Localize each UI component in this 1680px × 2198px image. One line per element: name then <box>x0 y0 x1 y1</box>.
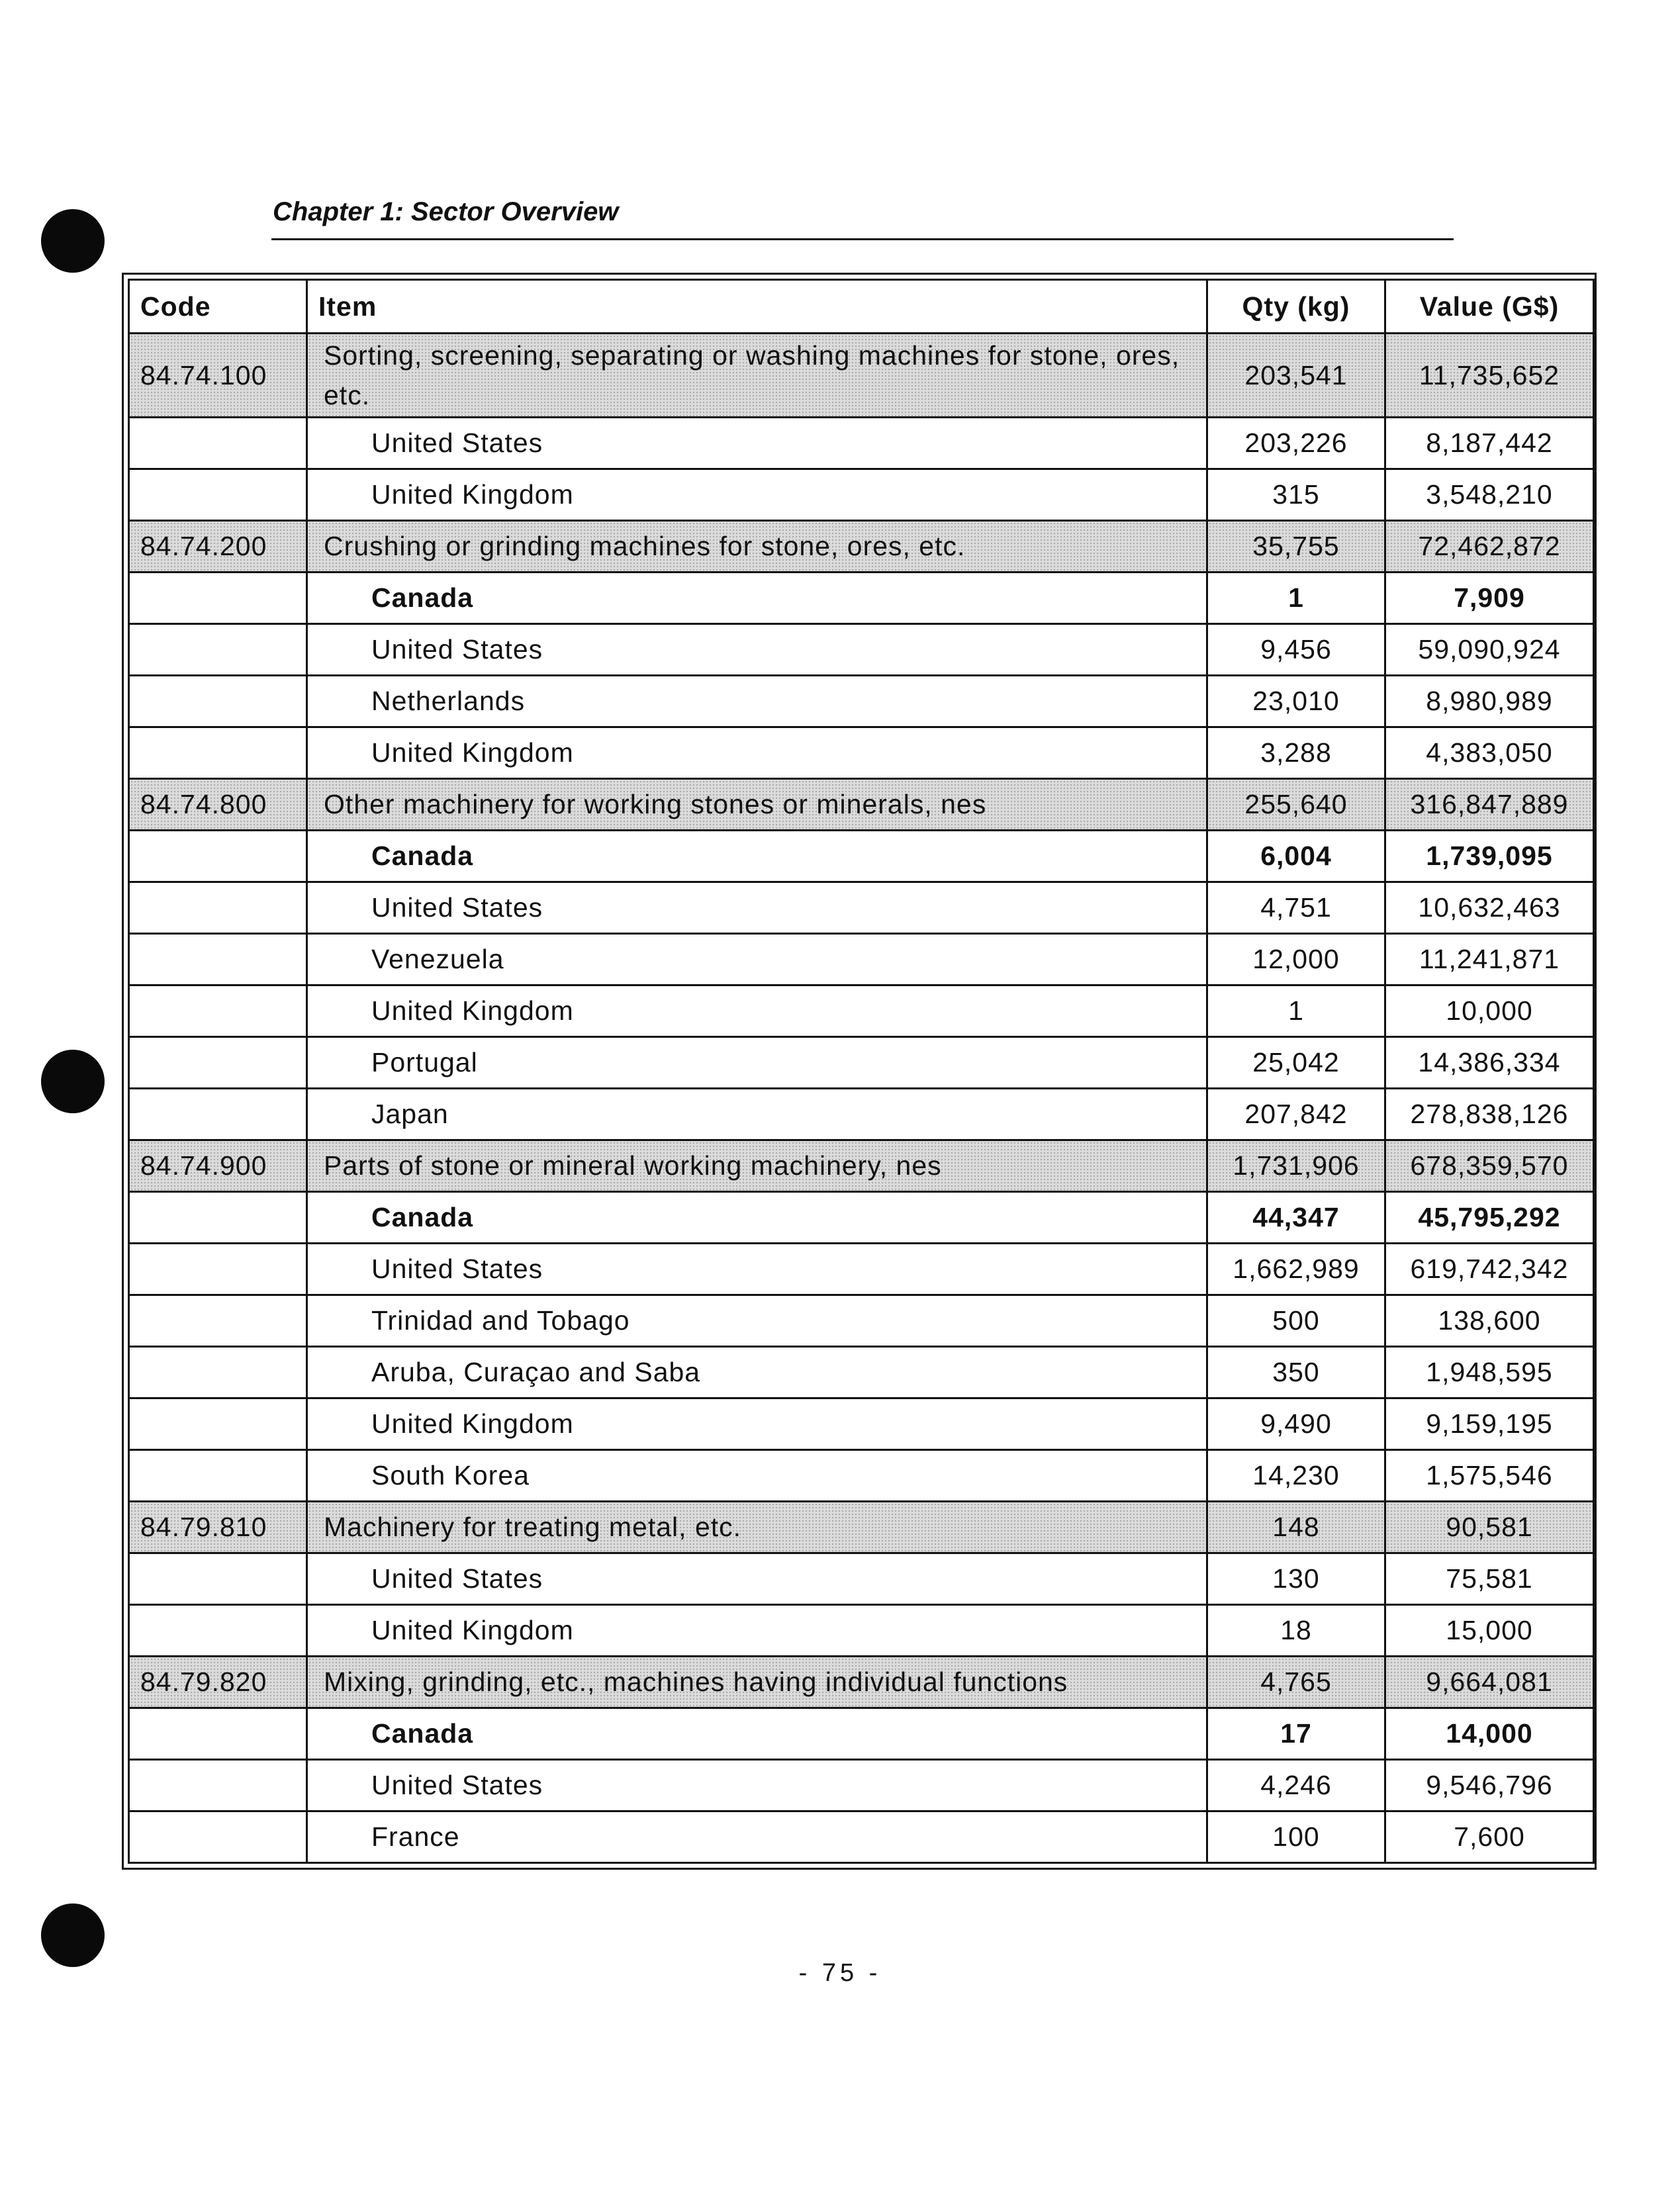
country-cell: South Korea <box>307 1450 1207 1502</box>
empty-code-cell <box>129 882 307 934</box>
group-qty: 35,755 <box>1207 521 1385 572</box>
group-value: 11,735,652 <box>1385 334 1594 418</box>
empty-code-cell <box>129 469 307 521</box>
page-number: - 75 - <box>798 1959 882 1987</box>
table-row <box>129 882 1594 934</box>
table-row <box>129 676 1594 727</box>
empty-code-cell <box>129 1192 307 1244</box>
table-row <box>129 831 1594 882</box>
table-row <box>129 1089 1594 1140</box>
trade-table-frame <box>122 273 1597 1870</box>
country-cell: United States <box>307 1760 1207 1811</box>
table-row <box>129 934 1594 985</box>
group-qty: 203,541 <box>1207 334 1385 418</box>
country-cell: Canada <box>307 831 1207 882</box>
country-cell: United States <box>307 1553 1207 1605</box>
country-cell: Portugal <box>307 1037 1207 1089</box>
qty-cell: 6,004 <box>1207 831 1385 882</box>
value-cell: 14,000 <box>1385 1708 1594 1760</box>
country-cell: Canada <box>307 1708 1207 1760</box>
group-qty: 1,731,906 <box>1207 1140 1385 1192</box>
binder-hole-bottom <box>41 1903 105 1967</box>
group-qty: 255,640 <box>1207 779 1385 831</box>
country-cell: United States <box>307 624 1207 676</box>
country-cell: United Kingdom <box>307 1605 1207 1657</box>
value-cell: 45,795,292 <box>1385 1192 1594 1244</box>
empty-code-cell <box>129 572 307 624</box>
value-cell: 10,632,463 <box>1385 882 1594 934</box>
value-cell: 278,838,126 <box>1385 1089 1594 1140</box>
country-cell: Aruba, Curaçao and Saba <box>307 1347 1207 1398</box>
group-code: 84.79.820 <box>129 1657 307 1708</box>
qty-cell: 4,246 <box>1207 1760 1385 1811</box>
empty-code-cell <box>129 1760 307 1811</box>
qty-cell: 500 <box>1207 1295 1385 1347</box>
group-code: 84.79.810 <box>129 1502 307 1553</box>
table-row <box>129 1347 1594 1398</box>
empty-code-cell <box>129 934 307 985</box>
group-row <box>129 1502 1594 1553</box>
value-cell: 7,909 <box>1385 572 1594 624</box>
table-row <box>129 1553 1594 1605</box>
country-cell: Trinidad and Tobago <box>307 1295 1207 1347</box>
table-row <box>129 1708 1594 1760</box>
qty-cell: 14,230 <box>1207 1450 1385 1502</box>
country-cell: United States <box>307 882 1207 934</box>
qty-cell: 1 <box>1207 572 1385 624</box>
empty-code-cell <box>129 727 307 779</box>
table-row <box>129 1760 1594 1811</box>
group-item: Other machinery for working stones or minerals, nes <box>307 779 1207 831</box>
table-row <box>129 1450 1594 1502</box>
table-row <box>129 624 1594 676</box>
country-cell: Netherlands <box>307 676 1207 727</box>
value-cell: 8,187,442 <box>1385 418 1594 469</box>
group-value: 678,359,570 <box>1385 1140 1594 1192</box>
qty-cell: 18 <box>1207 1605 1385 1657</box>
qty-cell: 1 <box>1207 985 1385 1037</box>
value-cell: 15,000 <box>1385 1605 1594 1657</box>
group-row <box>129 1657 1594 1708</box>
group-qty: 4,765 <box>1207 1657 1385 1708</box>
qty-cell: 207,842 <box>1207 1089 1385 1140</box>
value-cell: 7,600 <box>1385 1811 1594 1863</box>
group-row <box>129 521 1594 572</box>
empty-code-cell <box>129 1708 307 1760</box>
value-cell: 619,742,342 <box>1385 1244 1594 1295</box>
group-item: Mixing, grinding, etc., machines having individual functions <box>307 1657 1207 1708</box>
qty-cell: 17 <box>1207 1708 1385 1760</box>
group-code: 84.74.100 <box>129 334 307 418</box>
table-row <box>129 1244 1594 1295</box>
trade-table <box>128 279 1595 1864</box>
table-row <box>129 469 1594 521</box>
value-cell: 138,600 <box>1385 1295 1594 1347</box>
table-header-row <box>129 280 1594 334</box>
country-cell: Venezuela <box>307 934 1207 985</box>
country-cell: United Kingdom <box>307 985 1207 1037</box>
country-cell: United Kingdom <box>307 469 1207 521</box>
qty-cell: 25,042 <box>1207 1037 1385 1089</box>
empty-code-cell <box>129 1244 307 1295</box>
qty-cell: 23,010 <box>1207 676 1385 727</box>
value-cell: 75,581 <box>1385 1553 1594 1605</box>
value-cell: 10,000 <box>1385 985 1594 1037</box>
qty-cell: 9,456 <box>1207 624 1385 676</box>
qty-cell: 44,347 <box>1207 1192 1385 1244</box>
country-cell: United States <box>307 418 1207 469</box>
group-row <box>129 334 1594 418</box>
table-row <box>129 1192 1594 1244</box>
binder-hole-middle <box>41 1050 105 1113</box>
empty-code-cell <box>129 831 307 882</box>
value-cell: 1,948,595 <box>1385 1347 1594 1398</box>
group-qty: 148 <box>1207 1502 1385 1553</box>
empty-code-cell <box>129 1398 307 1450</box>
value-cell: 59,090,924 <box>1385 624 1594 676</box>
table-row <box>129 1398 1594 1450</box>
value-cell: 8,980,989 <box>1385 676 1594 727</box>
value-cell: 1,575,546 <box>1385 1450 1594 1502</box>
empty-code-cell <box>129 1347 307 1398</box>
value-cell: 4,383,050 <box>1385 727 1594 779</box>
group-value: 316,847,889 <box>1385 779 1594 831</box>
qty-cell: 9,490 <box>1207 1398 1385 1450</box>
column-header-value: Value (G$) <box>1385 280 1594 334</box>
value-cell: 1,739,095 <box>1385 831 1594 882</box>
group-code: 84.74.800 <box>129 779 307 831</box>
country-cell: United Kingdom <box>307 1398 1207 1450</box>
group-item: Parts of stone or mineral working machinery, nes <box>307 1140 1207 1192</box>
group-value: 9,664,081 <box>1385 1657 1594 1708</box>
country-cell: United Kingdom <box>307 727 1207 779</box>
qty-cell: 203,226 <box>1207 418 1385 469</box>
group-item: Crushing or grinding machines for stone, ores, etc. <box>307 521 1207 572</box>
chapter-title: Chapter 1: Sector Overview <box>273 197 619 226</box>
table-body <box>129 334 1594 1863</box>
qty-cell: 130 <box>1207 1553 1385 1605</box>
qty-cell: 1,662,989 <box>1207 1244 1385 1295</box>
empty-code-cell <box>129 418 307 469</box>
qty-cell: 315 <box>1207 469 1385 521</box>
value-cell: 11,241,871 <box>1385 934 1594 985</box>
country-cell: France <box>307 1811 1207 1863</box>
country-cell: Canada <box>307 572 1207 624</box>
group-code: 84.74.900 <box>129 1140 307 1192</box>
binder-hole-top <box>41 209 105 273</box>
empty-code-cell <box>129 676 307 727</box>
empty-code-cell <box>129 1450 307 1502</box>
table-row <box>129 1037 1594 1089</box>
country-cell: Japan <box>307 1089 1207 1140</box>
table-row <box>129 727 1594 779</box>
empty-code-cell <box>129 1811 307 1863</box>
table-row <box>129 1295 1594 1347</box>
empty-code-cell <box>129 985 307 1037</box>
column-header-qty: Qty (kg) <box>1207 280 1385 334</box>
table-row <box>129 418 1594 469</box>
value-cell: 9,159,195 <box>1385 1398 1594 1450</box>
table-row <box>129 1605 1594 1657</box>
group-value: 90,581 <box>1385 1502 1594 1553</box>
empty-code-cell <box>129 1295 307 1347</box>
column-header-item: Item <box>307 280 1207 334</box>
table-row <box>129 1811 1594 1863</box>
group-item: Sorting, screening, separating or washing machines for stone, ores, etc. <box>307 334 1207 418</box>
qty-cell: 4,751 <box>1207 882 1385 934</box>
qty-cell: 350 <box>1207 1347 1385 1398</box>
value-cell: 3,548,210 <box>1385 469 1594 521</box>
empty-code-cell <box>129 624 307 676</box>
group-row <box>129 1140 1594 1192</box>
chapter-rule <box>271 238 1454 240</box>
value-cell: 9,546,796 <box>1385 1760 1594 1811</box>
group-row <box>129 779 1594 831</box>
group-value: 72,462,872 <box>1385 521 1594 572</box>
empty-code-cell <box>129 1605 307 1657</box>
value-cell: 14,386,334 <box>1385 1037 1594 1089</box>
table-row <box>129 985 1594 1037</box>
group-item: Machinery for treating metal, etc. <box>307 1502 1207 1553</box>
country-cell: Canada <box>307 1192 1207 1244</box>
qty-cell: 100 <box>1207 1811 1385 1863</box>
country-cell: United States <box>307 1244 1207 1295</box>
group-code: 84.74.200 <box>129 521 307 572</box>
empty-code-cell <box>129 1037 307 1089</box>
empty-code-cell <box>129 1089 307 1140</box>
column-header-code: Code <box>129 280 307 334</box>
empty-code-cell <box>129 1553 307 1605</box>
qty-cell: 12,000 <box>1207 934 1385 985</box>
qty-cell: 3,288 <box>1207 727 1385 779</box>
table-row <box>129 572 1594 624</box>
